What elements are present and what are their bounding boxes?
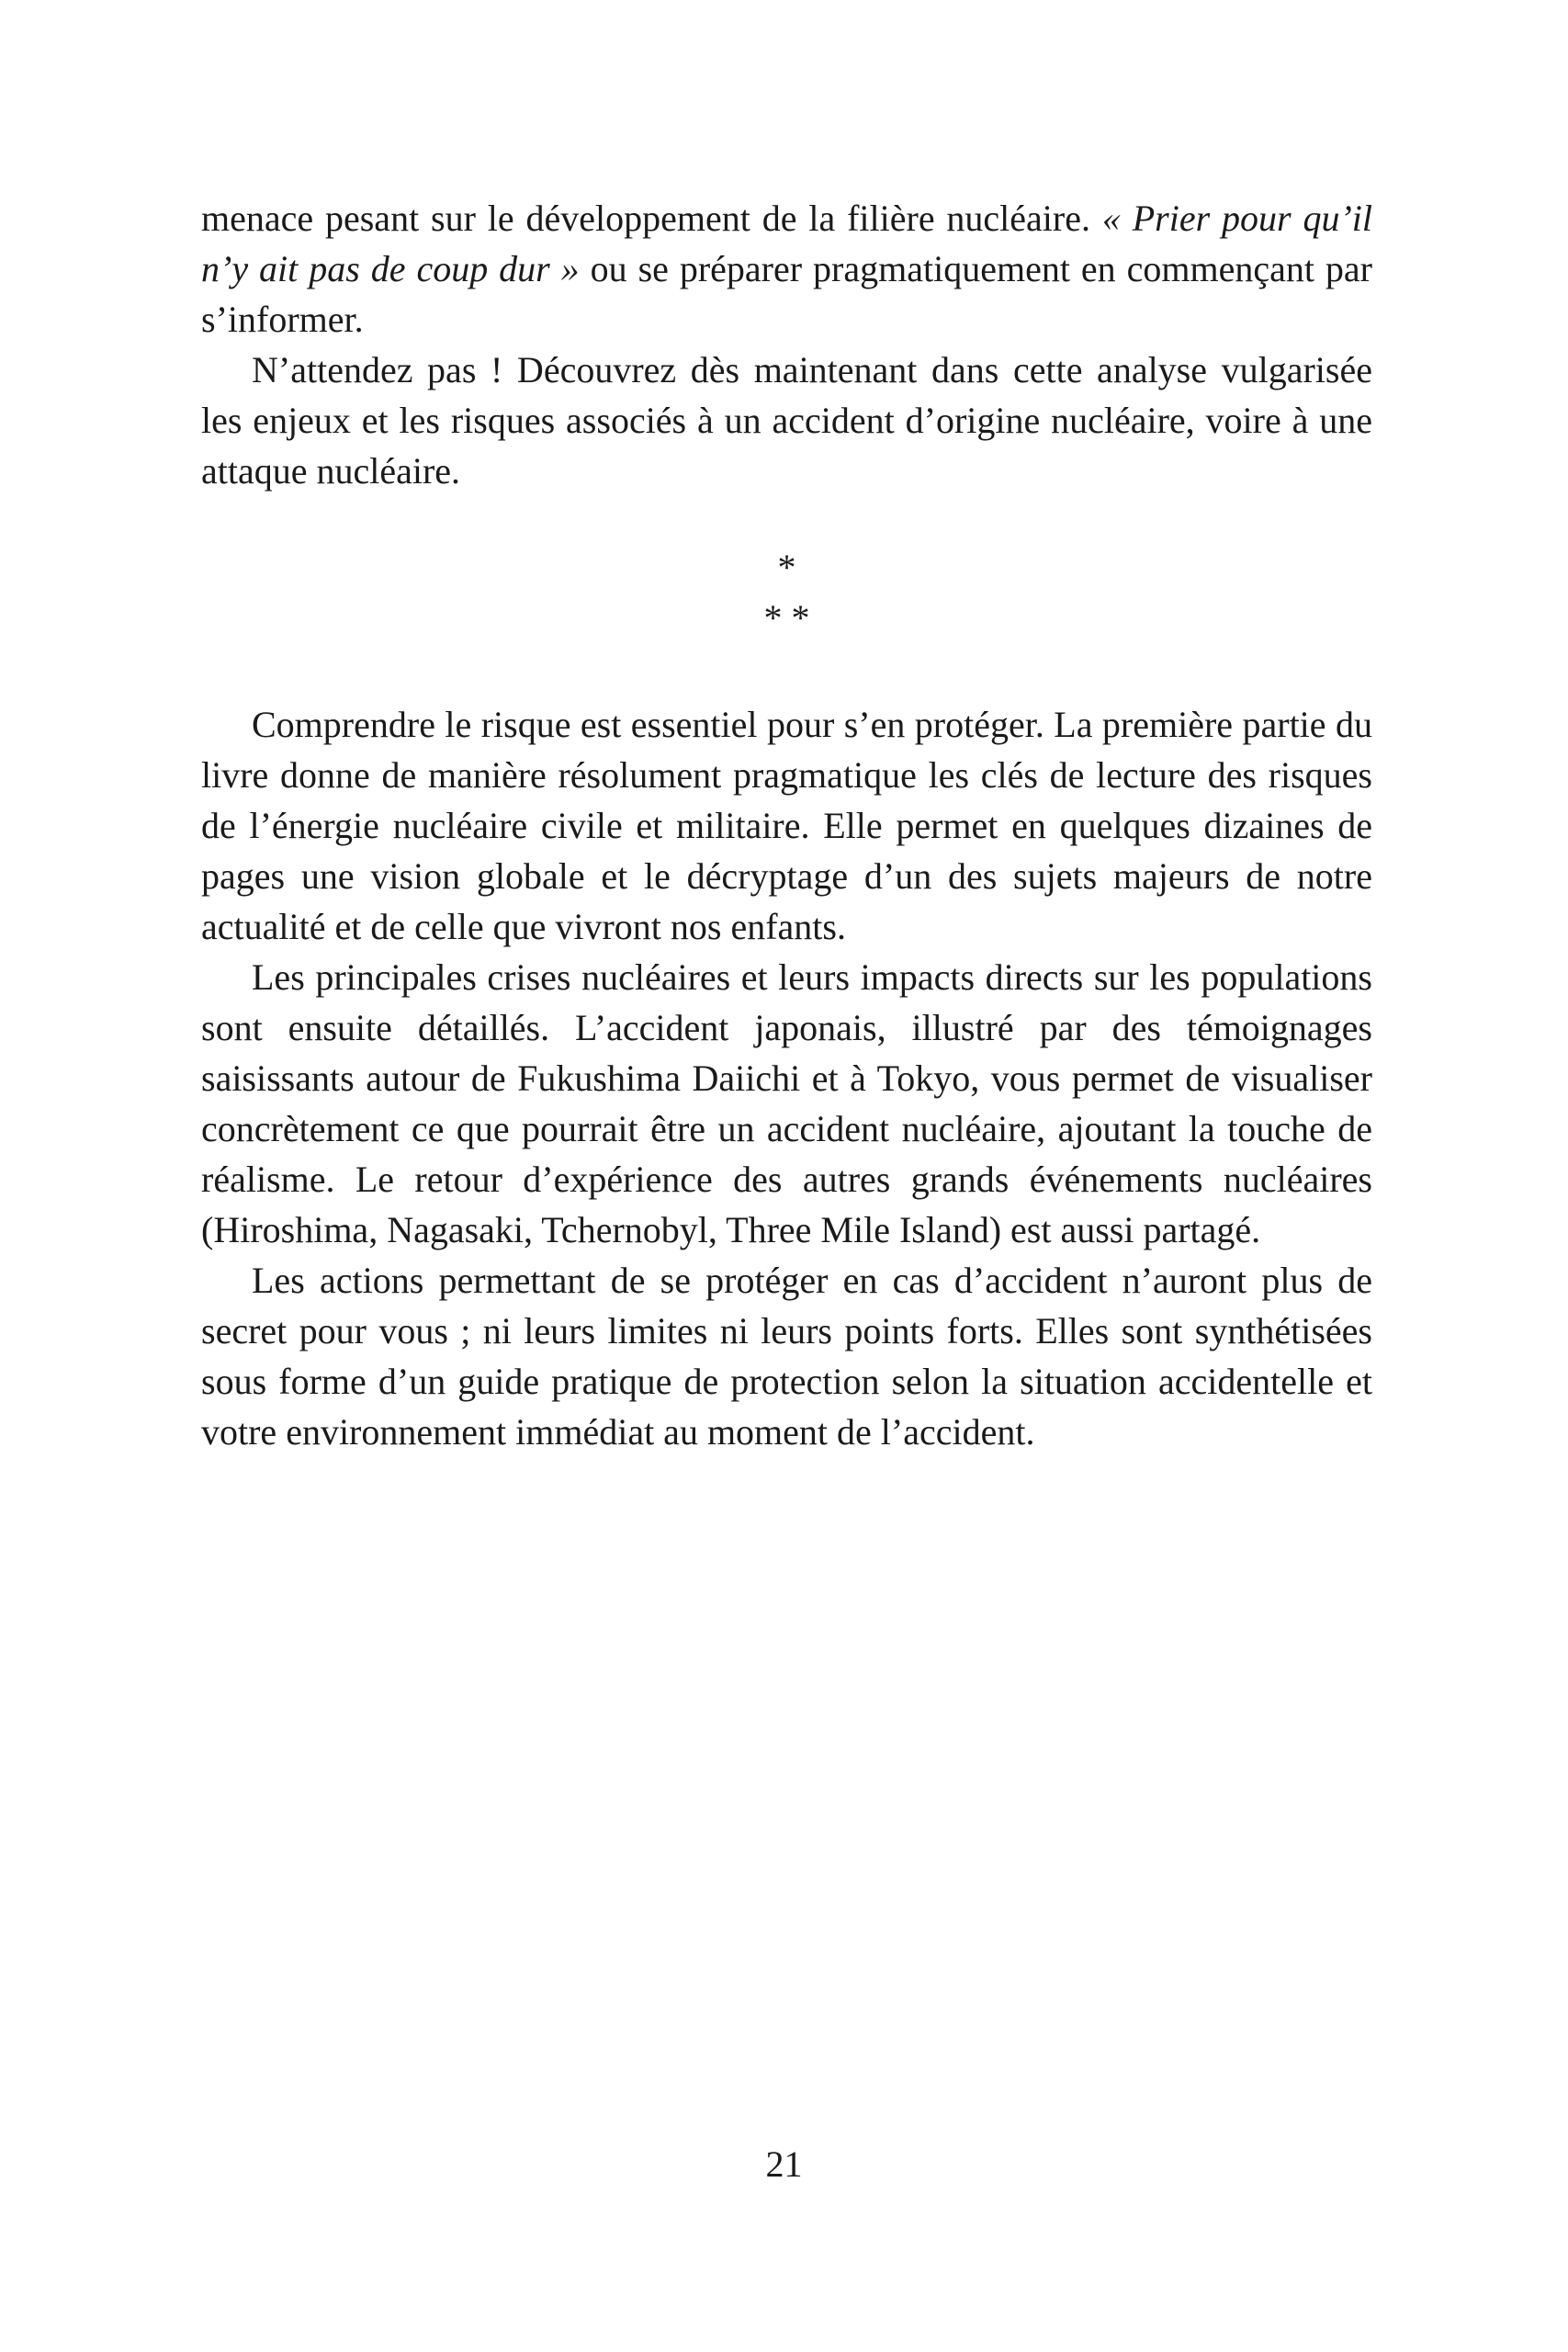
paragraph-main-1: Comprendre le risque est essentiel pour s’en protéger. La première partie du livre donne de manière résolument pragmatique les clés de lecture des risques de l’énergie nucléaire civile et militaire. Elle permet en quelques dizaines de pages une vision globale et le décryptage d’un des sujets majeurs de notre actualité et de celle que vivront nos enfants. bbox=[201, 704, 1372, 947]
text-segment: N’attendez pas ! Découvrez dès maintenant dans cette analyse vulgarisée les enjeux et les risques associés à un accident d’origine nucléaire, voire à une attaque nucléaire. bbox=[201, 349, 1372, 492]
text-segment: menace pesant sur le développement de la filière nucléaire. bbox=[201, 198, 1102, 239]
paragraph-main-3: Les actions permettant de se protéger en cas d’accident n’auront plus de secret pour vous ; ni leurs limites ni leurs points forts. Elles sont synthétisées sous forme d’un guide pratique de protection selon la situation accidentelle et votre environnement immédiat au moment de l’accident. bbox=[201, 1260, 1372, 1453]
asterism-top: * bbox=[777, 547, 796, 588]
paragraph-intro-2 bbox=[201, 345, 1372, 496]
paragraph-main-2: Les principales crises nucléaires et leurs impacts directs sur les populations sont ensuite détaillés. L’accident japonais, illustré par des témoignages saisissants autour de Fukushima Daiichi et à Tokyo, vous permet de visualiser concrètement ce que pourrait être un accident nucléaire, ajoutant la touche de réalisme. Le retour d’expérience des autres grands événements nucléaires (Hiroshima, Nagasaki, Tchernobyl, Three Mile Island) est aussi partagé. bbox=[201, 956, 1372, 1250]
page-number: 21 bbox=[765, 2143, 803, 2185]
page-body bbox=[201, 193, 1372, 1457]
paragraph-intro-1 bbox=[201, 193, 1372, 345]
asterism-bottom: * * bbox=[763, 597, 810, 639]
italic-quote: « Prier pour qu’il n’y ait pas de coup dur » bbox=[201, 198, 1372, 289]
text-segment: ou se préparer pragmatiquement en commençant par s’informer. bbox=[201, 248, 1372, 340]
section-asterism bbox=[201, 535, 1372, 643]
